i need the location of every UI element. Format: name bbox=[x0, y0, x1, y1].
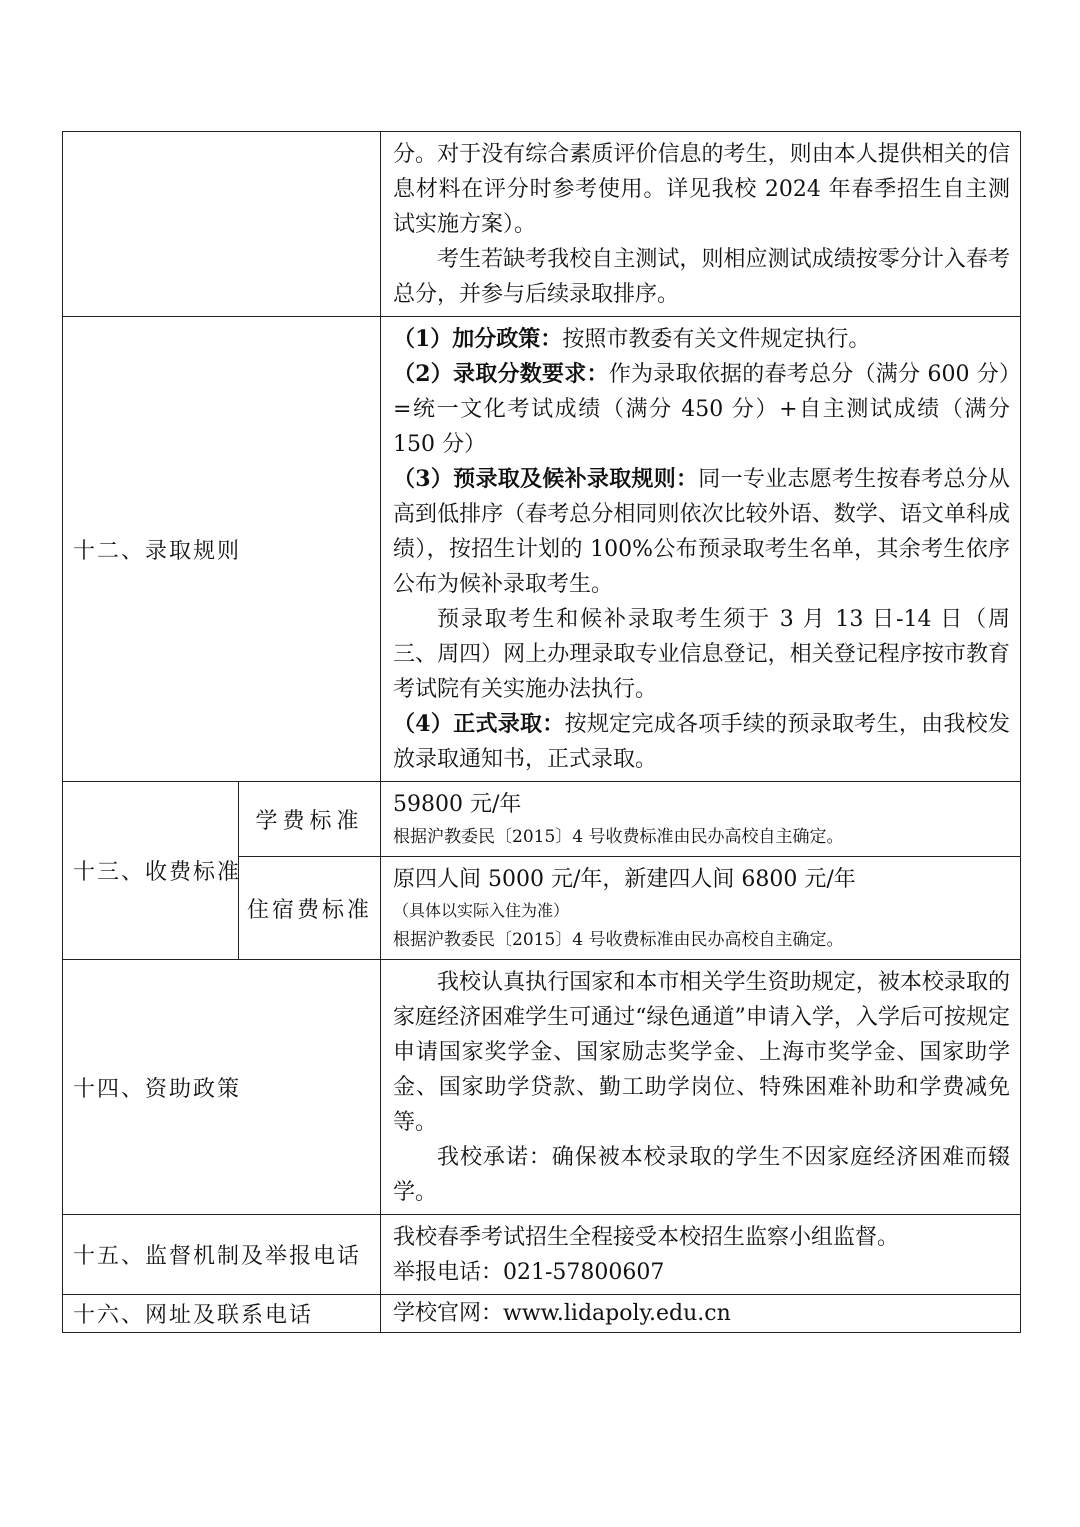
continuation-paragraph: 分。对于没有综合素质评价信息的考生，则由本人提供相关的信息材料在评分时参考使用。详见我校 2024 年春季招生自主测试实施方案）。 bbox=[393, 142, 1010, 237]
table-row-contact bbox=[63, 1295, 1021, 1333]
admission-info-table bbox=[62, 131, 1021, 1333]
table-row-tuition bbox=[63, 782, 1021, 857]
pre-admission-text: 同一专业志愿考生按春考总分从高到低排序（春考总分相同则依次比较外语、数学、语文单科成绩），按招生计划的 100%公布预录取考生名单，其余考生依序公布为候补录取考生。 bbox=[393, 467, 1010, 597]
bonus-policy-title: （1）加分政策： bbox=[393, 326, 563, 352]
table-row-supervision bbox=[63, 1215, 1021, 1295]
formal-admission-paragraph bbox=[393, 707, 1010, 777]
supervision-label: 十五、监督机制及举报电话 bbox=[63, 1215, 381, 1295]
formal-admission-text: 按规定完成各项手续的预录取考生，由我校发放录取通知书，正式录取。 bbox=[393, 712, 1010, 772]
bonus-policy-paragraph bbox=[393, 322, 1010, 357]
contact-label: 十六、网址及联系电话 bbox=[63, 1295, 381, 1333]
dorm-subnote: （具体以实际入住为准） bbox=[393, 901, 570, 920]
registration-paragraph: 预录取考生和候补录取考生须于 3 月 13 日-14 日（周三、周四）网上办理录取专业信息登记，相关登记程序按市教育考试院有关实施办法执行。 bbox=[393, 607, 1010, 702]
bonus-policy-text: 按照市教委有关文件规定执行。 bbox=[562, 327, 871, 352]
pre-admission-paragraph bbox=[393, 462, 1010, 602]
continuation-content-cell bbox=[381, 132, 1021, 317]
score-requirement-text: 作为录取依据的春考总分（满分 600 分）=统一文化考试成绩（满分 450 分）+自主测试成绩（满分 150 分） bbox=[393, 362, 1010, 457]
financial-aid-paragraph: 我校认真执行国家和本市相关学生资助规定，被本校录取的家庭经济困难学生可通过“绿色通道”申请入学，入学后可按规定申请国家奖学金、国家励志奖学金、上海市奖学金、国家助学金、国家助学贷款、勤工助学岗位、特殊困难补助和学费减免等。 bbox=[393, 970, 1010, 1135]
financial-aid-promise: 我校承诺：确保被本校录取的学生不因家庭经济困难而辍学。 bbox=[393, 1145, 1010, 1205]
tuition-value: 59800 元/年 bbox=[393, 792, 522, 817]
table-row-admission-rules bbox=[63, 317, 1021, 782]
report-phone: 举报电话：021-57800607 bbox=[393, 1260, 665, 1285]
dorm-note: 根据沪教委民〔2015〕4 号收费标准由民办高校自主确定。 bbox=[393, 930, 844, 950]
table-row-financial-aid bbox=[63, 960, 1021, 1215]
empty-label-cell bbox=[63, 132, 381, 317]
pre-admission-title: （3）预录取及候补录取规则： bbox=[393, 466, 699, 492]
absence-rule-paragraph: 考生若缺考我校自主测试，则相应测试成绩按零分计入春考总分，并参与后续录取排序。 bbox=[393, 247, 1010, 307]
score-requirement-paragraph bbox=[393, 357, 1010, 462]
supervision-content bbox=[381, 1215, 1021, 1295]
financial-aid-label: 十四、资助政策 bbox=[63, 960, 381, 1215]
financial-aid-content bbox=[381, 960, 1021, 1215]
tuition-standard-label: 学费标准 bbox=[239, 782, 381, 857]
school-website: 学校官网：www.lidapoly.edu.cn bbox=[393, 1301, 731, 1326]
tuition-content bbox=[381, 782, 1021, 857]
admission-rules-label: 十二、录取规则 bbox=[63, 317, 381, 782]
formal-admission-title: （4）正式录取： bbox=[393, 711, 565, 737]
admission-rules-content bbox=[381, 317, 1021, 782]
dorm-standard-label: 住宿费标准 bbox=[239, 857, 381, 960]
contact-content bbox=[381, 1295, 1021, 1333]
dorm-value: 原四人间 5000 元/年，新建四人间 6800 元/年 bbox=[393, 867, 856, 892]
supervision-text: 我校春季考试招生全程接受本校招生监察小组监督。 bbox=[393, 1225, 900, 1250]
fee-standard-label: 十三、收费标准 bbox=[63, 782, 239, 960]
dorm-content bbox=[381, 857, 1021, 960]
tuition-note: 根据沪教委民〔2015〕4 号收费标准由民办高校自主确定。 bbox=[393, 827, 844, 847]
score-requirement-title: （2）录取分数要求： bbox=[393, 361, 609, 387]
table-row-continuation bbox=[63, 132, 1021, 317]
